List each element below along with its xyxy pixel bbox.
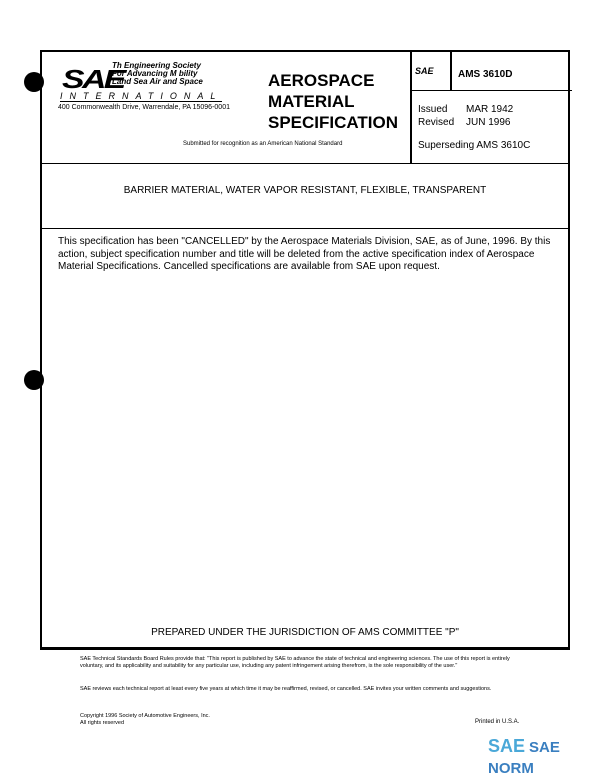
revised-label: Revised (418, 117, 455, 128)
watermark-norm: SAE NORM (488, 739, 560, 777)
dates (418, 103, 538, 129)
footer-rules: SAE Technical Standards Board Rules provide that: "This report is published by SAE to advance the state of technical and engineering sciences. The use of this report is entirely voluntary, and its applicability and suitability for any particular use, including any patent infringement arising therefrom, is the sole responsibility of the user." (80, 656, 510, 669)
international-label: INTERNATIONAL (60, 91, 223, 101)
rights: All rights reserved (80, 720, 125, 726)
doc-number: AMS 3610D (458, 69, 513, 80)
tagline-line: For Advancing M bility (112, 69, 198, 78)
doc-type-line: MATERIAL (268, 92, 355, 111)
revised-date: JUN 1996 (466, 117, 511, 128)
doc-type-heading (268, 70, 398, 133)
copyright: Copyright 1996 Society of Automotive Engineers, Inc. (80, 713, 210, 719)
watermark-sae: SAE (488, 736, 526, 756)
sae-norm-watermark (488, 736, 600, 778)
footer-copyright (80, 713, 530, 727)
sae-small-logo: SAE (415, 66, 434, 76)
doc-type-line: SPECIFICATION (268, 113, 399, 132)
issued-label: Issued (418, 104, 448, 115)
address: 400 Commonwealth Drive, Warrendale, PA 15096-0001 (58, 104, 230, 111)
doc-type-line: AEROSPACE (268, 71, 375, 90)
submitted-note: Submitted for recognition as an American National Standard (183, 141, 343, 147)
superseding: Superseding AMS 3610C (418, 140, 531, 151)
printed-in: Printed in U.S.A. (475, 719, 520, 725)
footer-review: SAE reviews each technical report at least every five years at which time it may be reaffirmed, revised, or cancelled. SAE invites your written comments and suggestions. (80, 686, 492, 692)
tagline (112, 62, 203, 86)
punch-hole (24, 370, 44, 390)
punch-hole (24, 72, 44, 92)
body-text: This specification has been "CANCELLED" by the Aerospace Materials Division, SAE, as of June, 1996. By this action, subject specification number and title will be deleted from the active specification index of Aerospace Material Specifications. Cancelled specifications are available from SAE upon request. (58, 236, 551, 272)
spec-title: BARRIER MATERIAL, WATER VAPOR RESISTANT, FLEXIBLE, TRANSPARENT (123, 185, 487, 196)
divider (42, 228, 568, 229)
issued-date: MAR 1942 (466, 104, 514, 115)
tagline-line: Th Engineering Society (112, 61, 201, 70)
divider (42, 163, 568, 164)
tagline-line: Land Sea Air and Space (112, 77, 203, 86)
prepared-statement: PREPARED UNDER THE JURISDICTION OF AMS COMMITTEE "P" (151, 627, 459, 638)
sae-logo: SAE (62, 64, 124, 94)
